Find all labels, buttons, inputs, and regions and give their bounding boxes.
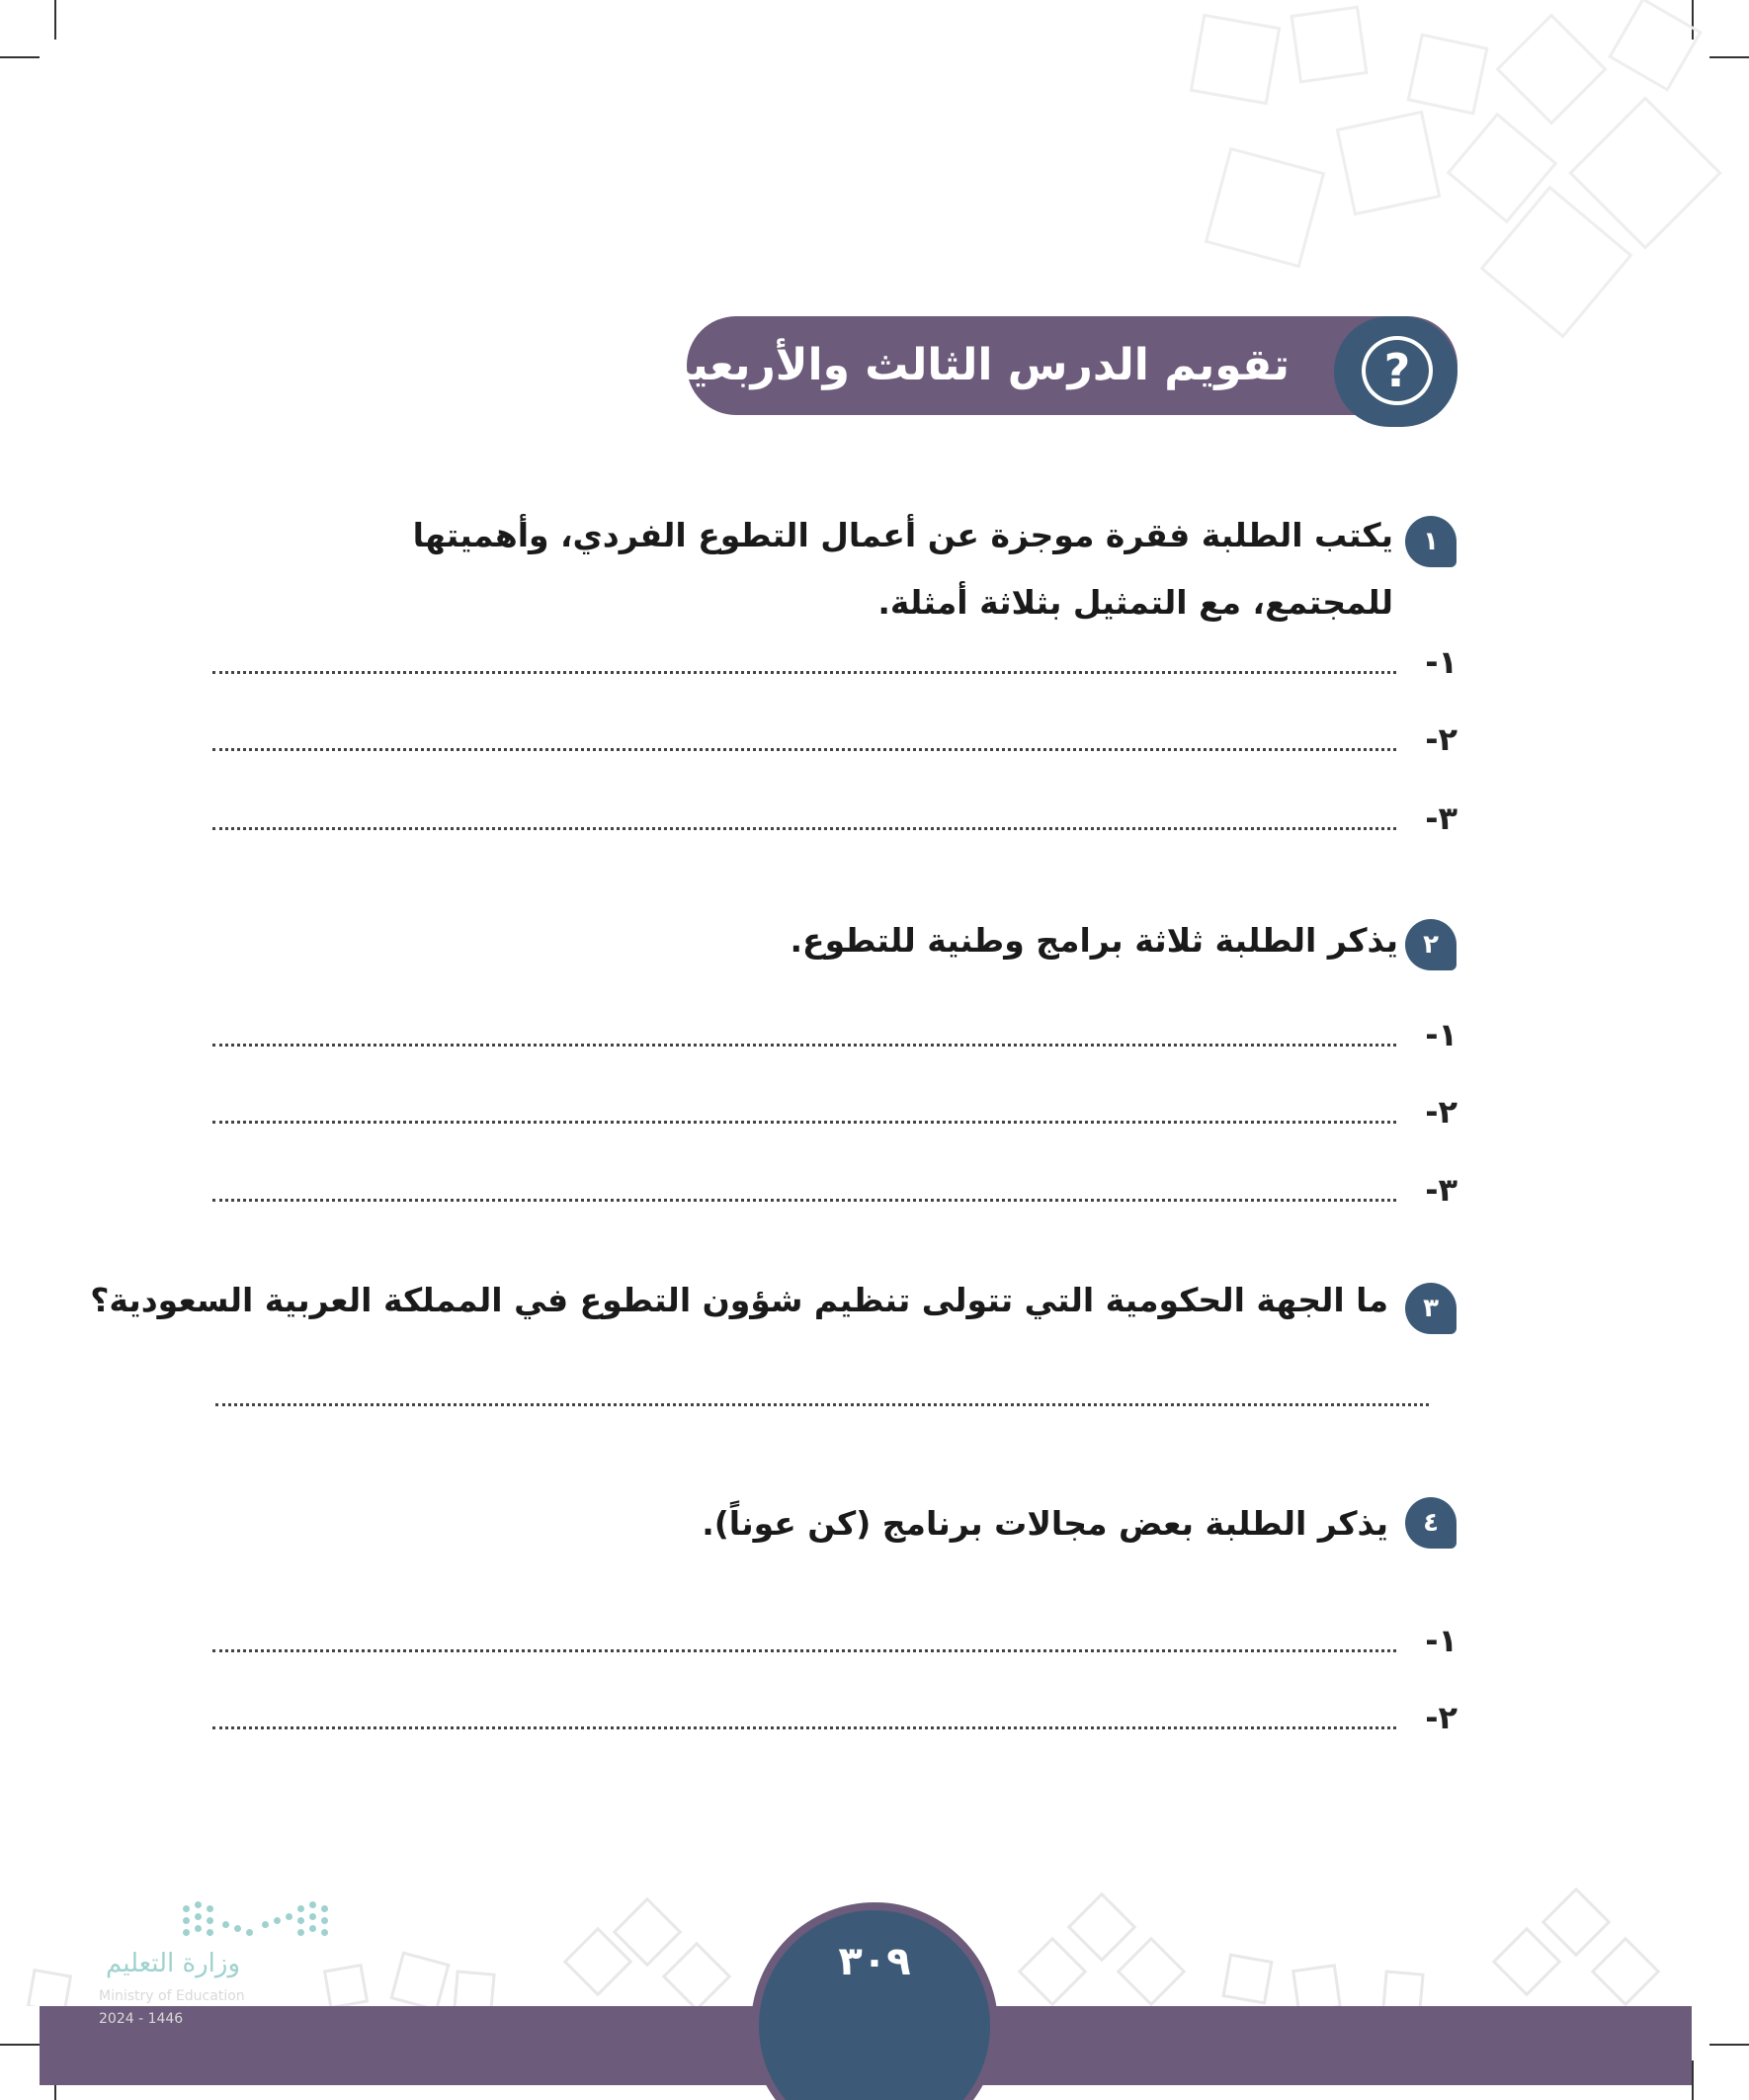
question-number-2: ٢ — [1405, 919, 1457, 970]
page-number: ٣٠٩ — [838, 1939, 911, 1984]
ministry-name-ar: وزارة التعليم — [105, 1949, 241, 1978]
crop-mark — [0, 56, 40, 58]
crop-mark — [0, 2044, 40, 2046]
crop-mark — [54, 0, 56, 40]
question-text-3: ما الجهة الحكومية التي تتولى تنظيم شؤون التطوع في المملكة العربية السعودية؟ — [90, 1281, 1388, 1319]
answer-line-1-3[interactable]: ٣- — [212, 798, 1458, 838]
question-text-4: يذكر الطلبة بعض مجالات برنامج (كن عوناً). — [702, 1504, 1388, 1543]
ministry-year: 2024 - 1446 — [99, 2011, 184, 2027]
answer-line-4-2[interactable]: ٢- — [212, 1698, 1458, 1737]
answer-line-3[interactable] — [215, 1403, 1429, 1406]
answer-line-1-1[interactable]: ١- — [212, 642, 1458, 682]
question-text-2: يذكر الطلبة ثلاثة برامج وطنية للتطوع. — [790, 921, 1398, 960]
logo-dots-icon — [173, 1897, 331, 1947]
answer-line-4-1[interactable]: ١- — [212, 1621, 1458, 1660]
lesson-title: تقويم الدرس الثالث والأربعين — [652, 340, 1290, 390]
question-number-4: ٤ — [1405, 1497, 1457, 1549]
question-text-1: يكتب الطلبة فقرة موجزة عن أعمال التطوع الفردي، وأهميتها للمجتمع، مع التمثيل بثلاثة أمثلة. — [412, 516, 1393, 622]
decorative-pattern — [1136, 0, 1749, 356]
answer-line-2-3[interactable]: ٣- — [212, 1170, 1458, 1210]
crop-mark — [1692, 2060, 1694, 2100]
question-number-1: ١ — [1405, 516, 1457, 567]
question-bubble-icon: ? — [1362, 336, 1433, 405]
answer-line-1-2[interactable]: ٢- — [212, 719, 1458, 759]
ministry-name-en: Ministry of Education — [99, 1988, 245, 2004]
answer-line-2-1[interactable]: ١- — [212, 1015, 1458, 1054]
question-number-3: ٣ — [1405, 1283, 1457, 1334]
answer-line-2-2[interactable]: ٢- — [212, 1092, 1458, 1132]
ministry-logo — [94, 1897, 331, 2036]
crop-mark — [1709, 2044, 1749, 2046]
